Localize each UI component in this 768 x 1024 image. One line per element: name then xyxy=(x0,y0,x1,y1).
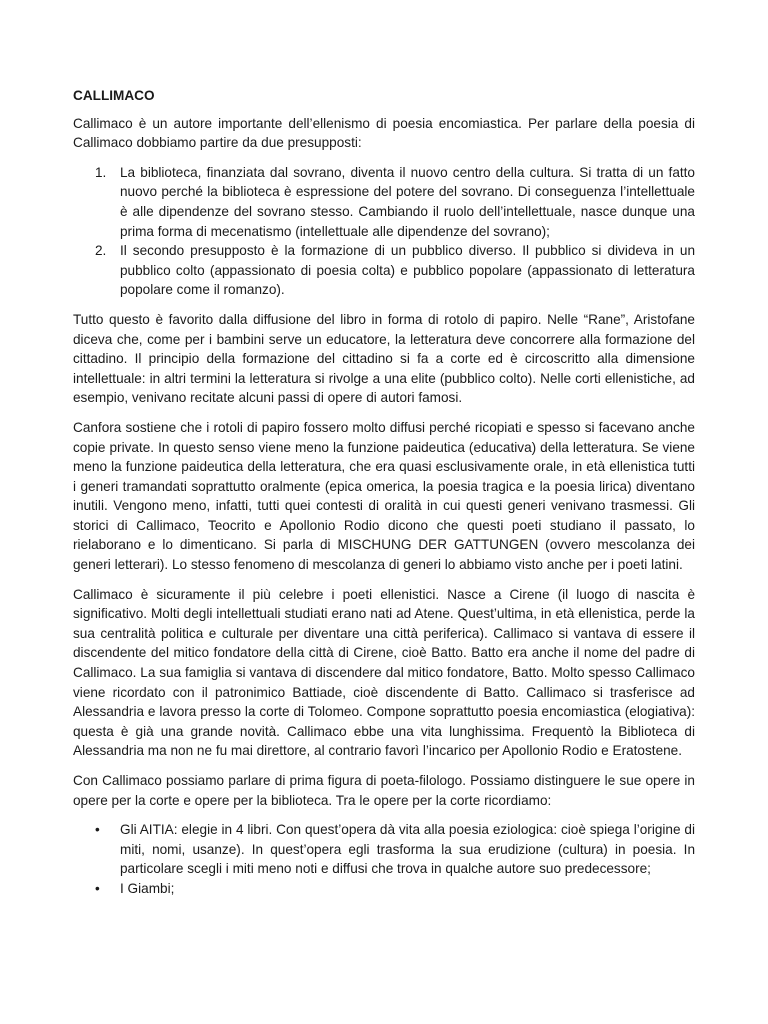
paragraph-biografia: Callimaco è sicuramente il più celebre i poeti ellenistici. Nasce a Cirene (il luogo di nascita è significativo. Molti degli intellettuali studiati erano nati ad Atene. Quest’ultima, in età ellenistica, perde la sua centralità politica e culturale per diventare una città periferica). Callimaco si vantava di essere il discendente del mitico fondatore della città di Cirene, cioè Batto. Batto era anche il nome del padre di Callimaco. La sua famiglia si vantava di discendere dal mitico fondatore, Batto. Molto spesso Callimaco viene ricordato con il patronimico Battiade, cioè discendente di Batto. Callimaco si trasferisce ad Alessandria e lavora presso la corte di Tolomeo. Compone soprattutto poesia encomiastica (elogiativa): questa è già una grande novità. Callimaco ebbe una vita lunghissima. Frequentò la Biblioteca di Alessandria ma non ne fu mai direttore, al contrario favorì l’incarico per Apollonio Rodio e Eratostene. xyxy=(73,586,695,759)
list-item-text: La biblioteca, finanziata dal sovrano, diventa il nuovo centro della cultura. Si tratta di un fatto nuovo perché la biblioteca è espressione del potere del sovrano. Di conseguenza l’intellettuale è alle dipendenze del sovrano stesso. Cambiando il ruolo dell’intellettuale, nasce dunque una prima forma di mecenatismo (intellettuale alle dipendenze del sovrano); xyxy=(120,164,695,239)
presupposti-list xyxy=(73,163,695,300)
paragraph-opere: Con Callimaco possiamo parlare di prima figura di poeta-filologo. Possiamo distinguere le sue opere in opere per la corte e opere per la biblioteca. Tra le opere per la corte ricordiamo: xyxy=(73,773,695,808)
document-title: CALLIMACO xyxy=(73,88,155,103)
list-item xyxy=(73,879,695,899)
list-number: 1. xyxy=(95,164,107,180)
document-page xyxy=(73,86,695,909)
list-item xyxy=(73,241,695,300)
intro-paragraph: Callimaco è un autore importante dell’ellenismo di poesia encomiastica. Per parlare della poesia di Callimaco dobbiamo partire da due presupposti: xyxy=(73,115,695,151)
list-item-text: Gli AITIA: elegie in 4 libri. Con quest’opera dà vita alla poesia eziologica: cioè spiega l’origine di miti, nomi, usanze). In quest’opera egli trasforma la sua erudizione (cultura) in poesia. In particolare scegli i miti meno noti e diffusi che trova in qualche autore suo predecessore; xyxy=(120,822,695,877)
paragraph-rotolo: Tutto questo è favorito dalla diffusione del libro in forma di rotolo di papiro. Nelle “Rane”, Aristofane diceva che, come per i bambini serve un educatore, la letteratura deve concorrere alla formazione del cittadino. Il principio della formazione del cittadino si fa a corte ed è circoscritto alla dimensione intellettuale: in altri termini la letteratura si rivolge a una elite (pubblico colto). Nelle corti ellenistiche, ad esempio, venivano recitate alcuni passi di opere di autori famosi. xyxy=(73,311,695,406)
paragraph-canfora: Canfora sostiene che i rotoli di papiro fossero molto diffusi perché ricopiati e spesso si facevano anche copie private. In questo senso viene meno la funzione paideutica (educativa) della letteratura. Se viene meno la funzione paideutica della letteratura, che era quasi esclusivamente orale, in età ellenistica tutti i generi tramandati soprattutto oralmente (epica omerica, la poesia tragica e la poesia lirica) diventano inutili. Vengono meno, infatti, tutti quei contesti di oralità in cui questi generi venivano trasmessi. Gli storici di Callimaco, Teocrito e Apollonio Rodio dicono che questi poeti studiano il passato, lo rielaborano e lo dimenticano. Si parla di MISCHUNG DER GATTUNGEN (ovvero mescolanza dei generi letterari). Lo stesso fenomeno di mescolanza di generi lo abbiamo visto anche per i poeti latini. xyxy=(73,419,695,573)
opere-list xyxy=(73,820,695,898)
list-item-text: I Giambi; xyxy=(120,880,175,896)
list-item-text: Il secondo presupposto è la formazione di un pubblico diverso. Il pubblico si divideva in un pubblico colto (appassionato di poesia colta) e pubblico popolare (appassionato di letteratura popolare come il romanzo). xyxy=(120,243,695,298)
list-item xyxy=(73,163,695,241)
list-item xyxy=(73,820,695,879)
list-number: 2. xyxy=(95,243,107,259)
bullet-icon: • xyxy=(95,880,100,896)
bullet-icon: • xyxy=(95,822,100,838)
